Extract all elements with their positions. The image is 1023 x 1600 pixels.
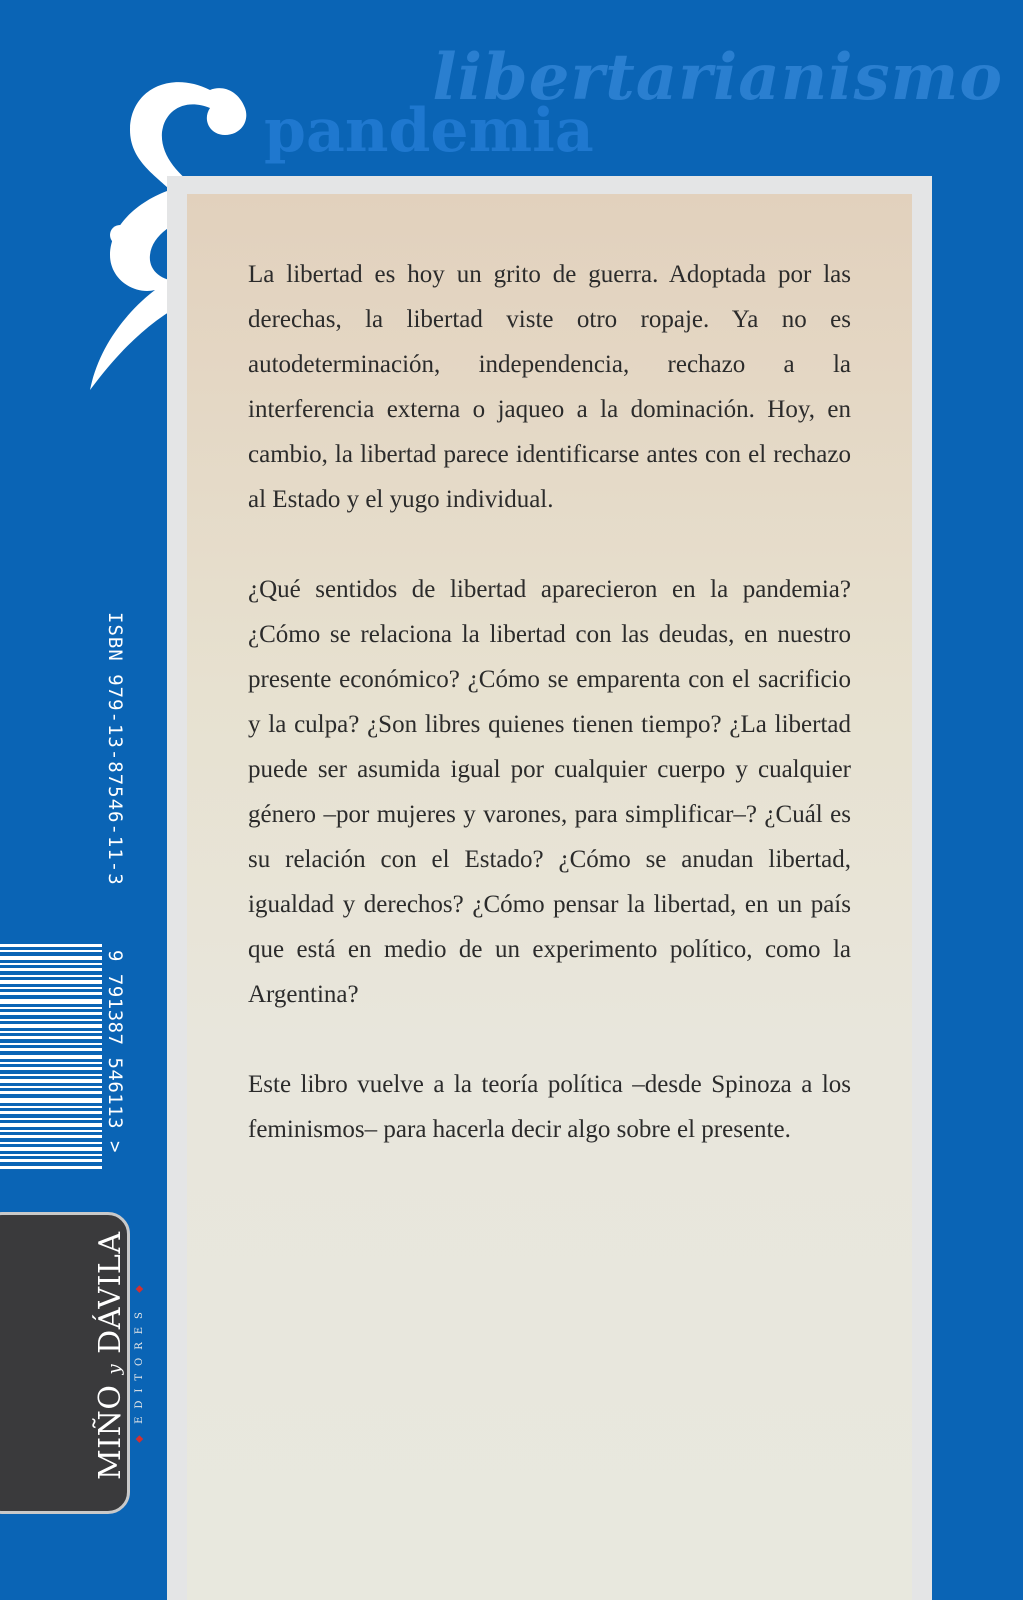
synopsis-text [248,252,851,1197]
publisher-name-joiner: y [104,1363,125,1375]
synopsis-paragraph-1: La libertad es hoy un grito de guerra. Adoptada por las derechas, la libertad viste otro ropaje. Ya no es autodeterminación, independencia, rechazo a la interferencia externa o jaqueo a la dominación. Hoy, en cambio, la libertad parece identificarse antes con el rechazo al Estado y el yugo individual. [248,261,851,513]
barcode-digits: 9 791387 546113 > [104,950,126,1153]
synopsis-paragraph-2: ¿Qué sentidos de libertad aparecieron en la pandemia? ¿Cómo se relaciona la libertad con las deudas, en nuestro presente económico? ¿Cómo se emparenta con el sacrificio y la culpa? ¿Son libres quienes tienen tiempo? ¿La libertad puede ser asumida igual por cualquier cuerpo y cualquier género –por mujeres y varones, para simplificar–? ¿Cuál es su relación con el Estado? ¿Cómo se anudan libertad, igualdad y derechos? ¿Cómo pensar la libertad, en un país que está en medio de un experimento político, como la Argentina? [248,576,851,1008]
publisher-logo [93,1231,164,1480]
title-word-pandemia: pandemia [264,96,594,166]
synopsis-paragraph-3: Este libro vuelve a la teoría política –desde Spinoza a los feminismos– para hacerla decir algo sobre el presente. [248,1071,851,1143]
isbn-label: ISBN 979-13-87546-11-3 [104,612,126,886]
publisher-name [93,1231,132,1480]
publisher-subtitle [134,1248,145,1480]
diamond-left-icon: ◆ [134,1435,145,1443]
diamond-right-icon: ◆ [134,1285,145,1293]
publisher-name-left: MIÑO [93,1384,128,1480]
title-word-libertarianismo: libertarianismo [432,40,1003,115]
publisher-name-right: DÁVILA [93,1231,128,1354]
publisher-subtitle-text: EDITORES [134,1304,145,1424]
barcode-icon [0,944,102,1170]
